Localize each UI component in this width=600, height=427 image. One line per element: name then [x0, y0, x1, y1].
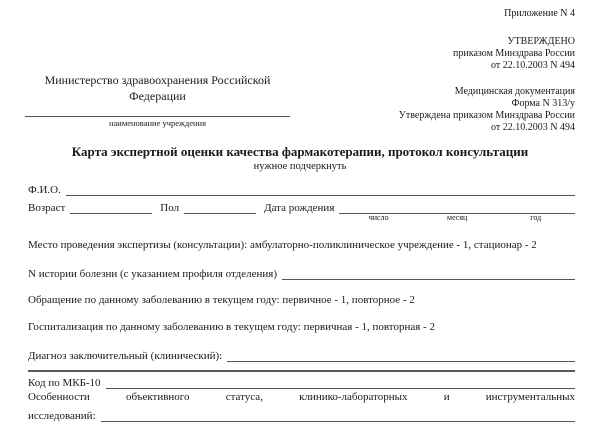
- ministry-block: [25, 72, 290, 128]
- birthdate-captions: [339, 213, 575, 223]
- features-line: Особенности объективного статуса, клинико-лабораторных и инструментальных: [28, 391, 575, 403]
- age-sex-birth-row: [28, 200, 575, 222]
- research-field: [101, 408, 575, 422]
- diagnosis-field: [227, 348, 575, 362]
- diagnosis-row: [28, 348, 575, 362]
- diagnosis-continuation-line: [28, 370, 575, 372]
- place-line: Место проведения экспертизы (консультации): амбулаторно-поликлиническое учреждение - 1, стационар - 2: [28, 239, 537, 251]
- history-label: N истории болезни (с указанием профиля отделения): [28, 268, 277, 280]
- institution-name-line: [25, 104, 290, 117]
- ministry-name: Министерство здравоохранения Российской Федерации: [44, 73, 271, 103]
- history-row: [28, 266, 575, 280]
- visit-line: Обращение по данному заболеванию в текущем году: первичное - 1, повторное - 2: [28, 294, 415, 306]
- med-doc-line: Форма N 313/у: [511, 98, 575, 109]
- approval-line: от 22.10.2003 N 494: [491, 60, 575, 71]
- research-row: [28, 408, 575, 422]
- year-caption: год: [530, 213, 542, 222]
- icd-row: [28, 375, 575, 389]
- title-block: [0, 144, 600, 172]
- med-doc-line: Утверждена приказом Минздрава России: [398, 110, 575, 121]
- birthdate-field: [339, 200, 575, 222]
- birthdate-label: Дата рождения: [264, 202, 335, 214]
- med-doc-line: Медицинская документация: [454, 86, 575, 97]
- age-label: Возраст: [28, 202, 66, 214]
- page-subtitle: нужное подчеркнуть: [253, 161, 347, 172]
- day-caption: число: [368, 213, 389, 222]
- institution-caption: наименование учреждения: [108, 118, 206, 128]
- appendix-note: Приложение N 4: [504, 8, 575, 19]
- sex-field: [184, 200, 256, 214]
- approval-line: УТВЕРЖДЕНО: [507, 36, 575, 47]
- med-doc-stamp: [399, 86, 575, 134]
- approval-stamp: [453, 36, 575, 72]
- history-field: [282, 266, 575, 280]
- month-caption: месяц: [447, 213, 468, 222]
- fio-row: [28, 182, 575, 196]
- icd-field: [106, 375, 575, 389]
- approval-line: приказом Минздрава России: [453, 48, 575, 59]
- icd-label: Код по МКБ-10: [28, 377, 101, 389]
- hospitalization-line: Госпитализация по данному заболеванию в текущем году: первичная - 1, повторная - 2: [28, 321, 435, 333]
- research-label: исследований:: [28, 410, 96, 422]
- med-doc-line: от 22.10.2003 N 494: [491, 122, 575, 133]
- diagnosis-label: Диагноз заключительный (клинический):: [28, 350, 223, 362]
- page-title: Карта экспертной оценки качества фармакотерапии, протокол консультации: [71, 144, 529, 159]
- sex-label: Пол: [160, 202, 180, 214]
- age-field: [70, 200, 152, 214]
- fio-label: Ф.И.О.: [28, 184, 61, 196]
- fio-field: [66, 182, 575, 196]
